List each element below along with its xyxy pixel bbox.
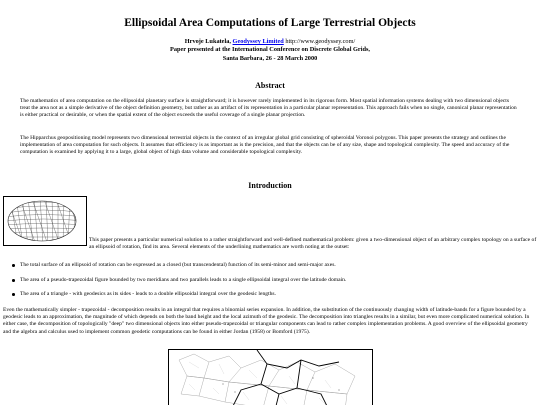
introduction-closing-paragraph: Even the mathematically simpler - trapezoidal - decomposition results in an integral that requires a binomial series expansion. In addition, the substitution of the continuously changing width of latitude-bands for a figure bounded by a geodesic leads to an approximation, the magnitude of which depends on both the band height and the local azimuth of the geodesic. The decomposition into triangles results in a similar, but even more complicated numerical solution. In either case, the decomposition of topologically "deep" two dimensional objects into either pseudo-trapezoidal or triangular components can lead to rather complex implementation problems. A good overview of the ellipsoidal geometry and the algebra and calculus used to implement common geodetic computations can be found in either Jordan (1958) or Bomford (1975). [3,307,530,335]
property-list [20,262,532,306]
abstract-paragraph-1: The mathematics of area computation on the ellipsoidal planetary surface is straightforward; it is however rarely implemented in its rigorous form. Most spatial information systems dealing with two dimensional objects treat the area not as a simple derivative of the object definition geometry, but rather as an artifact of its representation in a particular planar representation. This approach fails when no single, canonical planar representation is either practical or desirable, or when the spatial extent of the object exceeds the useful coverage of a single planar projection. [20,98,517,119]
place-date-line: Santa Barbara, 26 - 28 March 2000 [222,54,318,62]
byline [0,38,540,63]
list-item [20,291,532,298]
list-item [20,262,532,269]
abstract-heading: Abstract [255,81,285,90]
introduction-lead-text: This paper presents a particular numerical solution to a rather straightforward and well-defined mathematical problem: given a two-dimensional object of an arbitrary complex topology on a surface of an ellipsoid of rotation, find its area. Several elements of the underlining mathematics are worth noting at the outset: [89,237,537,251]
bullet-icon [12,279,15,282]
venue-line: Paper presented at the International Conference on Discrete Global Grids, [170,46,370,54]
website-url: http://www.geodyssey.com/ [285,38,356,45]
bullet-icon [12,264,15,267]
introduction-lead-block [3,196,537,251]
introduction-heading: Introduction [248,181,292,190]
ellipsoid-grid-figure [3,196,87,246]
paper-title: Ellipsoidal Area Computations of Large Terrestrial Objects [124,17,416,29]
company-link[interactable]: Geodyssey Limited [232,38,284,45]
author-name: Hrvoje Lukatela, [184,38,231,45]
author-line [0,38,540,46]
bullet-icon [12,293,15,296]
ellipsoid-grid-image [4,197,86,245]
list-item-text: The area of a triangle - with geodesics as its sides - leads to a double ellipsoidal integral over the geodesic lengths. [20,291,276,298]
list-item-text: The total surface of an ellipsoid of rotation can be expressed as a closed (but transcendental) function of its semi-minor and semi-major axes. [20,262,336,268]
voronoi-grid-image [169,350,372,405]
list-item [20,277,532,284]
voronoi-grid-figure [168,349,373,405]
abstract-paragraph-2: The Hipparchus geopositioning model represents two dimensional terrestrial objects in the context of an irregular global grid consisting of spheroidal Voronoi polygons. This paper presents the strategy and outlines the implementation of area computation for such objects. It assumes that efficiency is as important as is the precision, and that the objects can be of any size, shape and topological complexity. The speed and accuracy of the computation is examined by applying it to a large, global object of high data volume and considerable topological complexity. [20,135,510,156]
list-item-text: The area of a pseudo-trapezoidal figure bounded by two meridians and two parallels leads to a single ellipsoidal integral over the latitude domain. [20,276,347,283]
